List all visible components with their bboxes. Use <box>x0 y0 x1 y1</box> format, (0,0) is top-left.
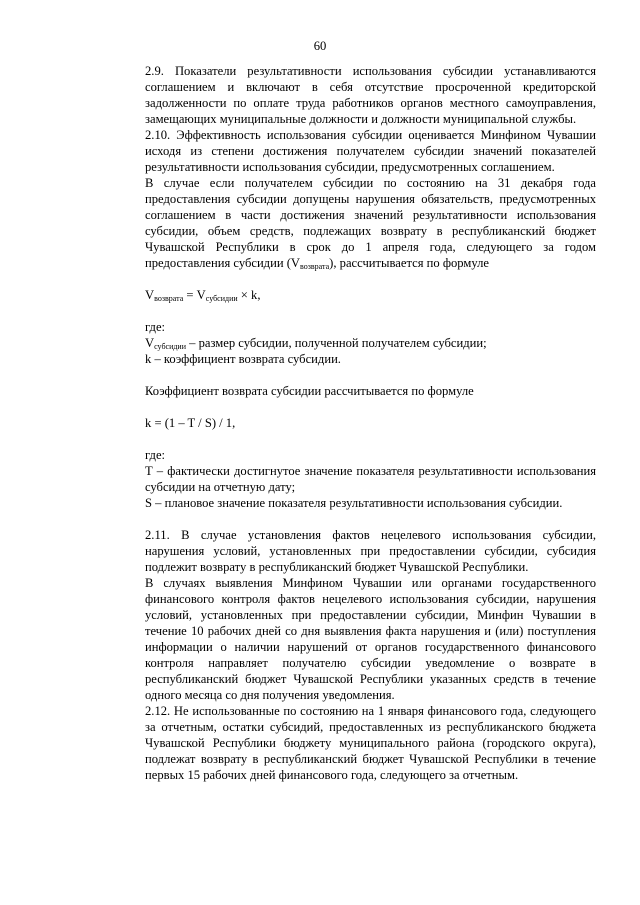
paragraph-2-11-b: В случаях выявления Минфином Чувашии или органами государственного финансового контроля фактов нецелевого использования субсидии, нарушения условий, установленных при предоставлении субсидии, Минфин Чувашии в течение 10 рабочих дней со дня выявления факта нарушения и (или) поступления информации о наличии нарушений от органов государственного финансового контроля направляет получателю субсидии уведомление о возврате в республиканский бюджет Чувашской Республики указанных средств в течение одного месяца со дня получения уведомления. <box>145 576 596 702</box>
paragraph-return-case <box>145 175 596 271</box>
where-label-1: где: <box>145 320 166 334</box>
spacer <box>145 511 596 527</box>
spacer <box>145 303 596 319</box>
formula-coefficient: k = (1 – T / S) / 1, <box>145 416 236 430</box>
formula-sub-left: возврата <box>154 294 184 303</box>
document-body <box>145 63 596 783</box>
spacer <box>145 367 596 383</box>
paragraph-2-10: 2.10. Эффективность использования субсидии оценивается Минфином Чувашии исходя из степени достижения получателем субсидии значений показателей результативности использования субсидии, предусмотренных соглашением. <box>145 128 596 174</box>
definition-s: S – плановое значение показателя результативности использования субсидии. <box>145 496 563 510</box>
definition-t: Т – фактически достигнутое значение показателя результативности использования субсидии на отчетную дату; <box>145 464 596 494</box>
return-case-text: В случае если получателем субсидии по состоянию на 31 декабря года предоставления субсидии допущены нарушения обязательств, предусмотренных соглашением в части достижения значений результативности использования субсидии, объем средств, подлежащих возврату в республиканский бюджет Чувашской Республики в срок до 1 апреля года, следующего за годом предоставления субсидии (V <box>145 176 596 270</box>
def-v-text: – размер субсидии, полученной получателем субсидии; <box>185 336 487 350</box>
formula-tail: × k, <box>237 288 261 302</box>
paragraph-2-11: 2.11. В случае установления фактов нецелевого использования субсидии, нарушения условий, установленных при предоставлении субсидии, субсидия подлежит возврату в республиканский бюджет Чувашской Республики. <box>145 528 596 574</box>
formula-v-left: V <box>145 288 155 302</box>
formula-equals: = V <box>183 288 206 302</box>
def-v-symbol: V <box>145 336 155 350</box>
coefficient-intro: Коэффициент возврата субсидии рассчитывается по формуле <box>145 384 474 398</box>
spacer <box>145 431 596 447</box>
spacer <box>145 399 596 415</box>
def-v-sub: субсидии <box>154 342 186 351</box>
page-number: 60 <box>313 39 327 53</box>
paragraph-2-9: 2.9. Показатели результативности использования субсидии устанавливаются соглашением и включают в себя отсутствие просроченной кредиторской задолженности по оплате труда работников органов местного самоуправления, замещающих муниципальные должности и должности муниципальной службы. <box>145 64 596 126</box>
subscript-vozvrata: возврата <box>300 262 330 271</box>
definition-v-subsidy <box>145 335 596 351</box>
definition-k: k – коэффициент возврата субсидии. <box>145 352 341 366</box>
where-label-2: где: <box>145 448 166 462</box>
formula-sub-right: субсидии <box>205 294 238 303</box>
formula-return-volume <box>145 287 596 303</box>
paragraph-2-12: 2.12. Не использованные по состоянию на 1 января финансового года, следующего за отчетным, остатки субсидий, предоставленных из республиканского бюджета Чувашской Республики бюджету муниципального района (городского округа), подлежат возврату в республиканский бюджет Чувашской Республики в течение первых 15 рабочих дней финансового года, следующего за отчетным. <box>145 704 596 782</box>
spacer <box>145 271 596 287</box>
return-case-tail: ), рассчитывается по формуле <box>329 256 489 270</box>
